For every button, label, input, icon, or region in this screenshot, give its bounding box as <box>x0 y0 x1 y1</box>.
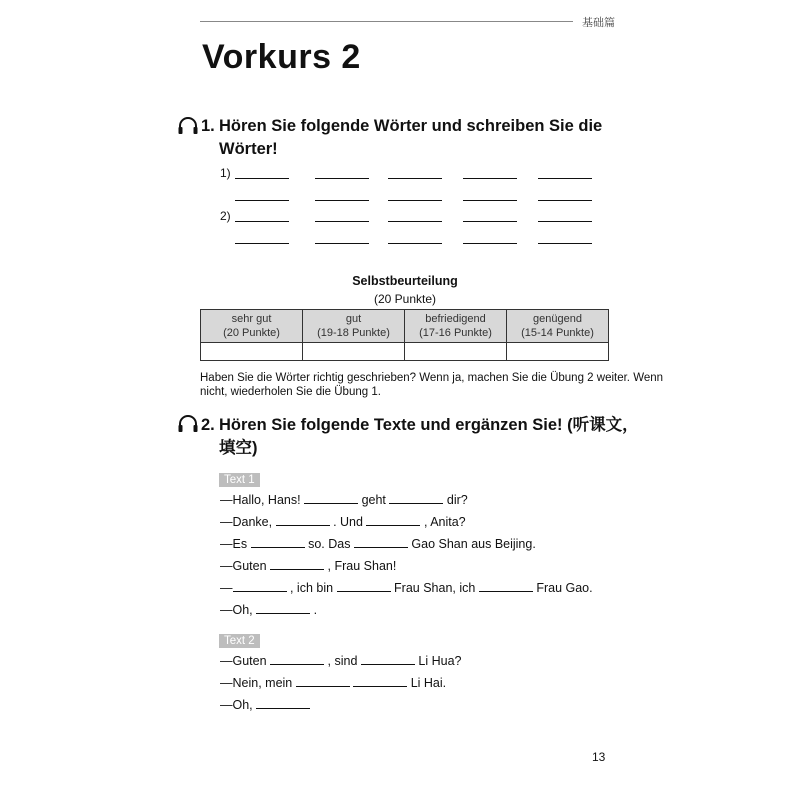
word-blank[interactable] <box>538 220 592 222</box>
grade-label: sehr gut <box>231 313 272 325</box>
dialog-text: —Es <box>220 537 248 551</box>
word-blank[interactable] <box>463 242 517 244</box>
dialog-text: dir? <box>446 493 468 507</box>
word-blank[interactable] <box>315 242 369 244</box>
grade-cell <box>303 310 405 343</box>
grade-cell <box>405 310 507 343</box>
dialog-text: , Frau Shan! <box>327 559 397 573</box>
grade-points: (17-16 Punkte) <box>419 327 492 339</box>
dialog-text: , sind <box>327 654 358 668</box>
dialog-text: — <box>220 581 233 595</box>
answer-blank[interactable] <box>256 697 310 709</box>
dialog-text: so. Das <box>308 537 351 551</box>
grade-label: befriedigend <box>425 313 486 325</box>
dialog-text: Frau Shan, ich <box>394 581 476 595</box>
word-blank[interactable] <box>463 199 517 201</box>
answer-blank[interactable] <box>354 536 408 548</box>
page-title: Vorkurs 2 <box>202 38 361 76</box>
text1-label <box>219 470 260 488</box>
answer-blank[interactable] <box>361 653 415 665</box>
word-blank[interactable] <box>315 199 369 201</box>
answer-blank[interactable] <box>270 653 324 665</box>
word-blank[interactable] <box>235 242 289 244</box>
answer-blank[interactable] <box>233 580 287 592</box>
dialog-text: —Nein, mein <box>220 676 293 690</box>
text2-label <box>219 631 260 649</box>
word-blank[interactable] <box>538 177 592 179</box>
grade-cell <box>507 310 609 343</box>
exercise2-heading-line1: Hören Sie folgende Texte und ergänzen Sie! (听课文， <box>219 416 639 434</box>
dialog-text: —Danke, <box>220 515 273 529</box>
dialog-text: , Anita? <box>423 515 466 529</box>
word-blank[interactable] <box>388 199 442 201</box>
dialog-text: . <box>313 603 318 617</box>
dialog-text: . Und <box>333 515 363 529</box>
exercise1-number: 1. <box>201 117 215 135</box>
dialog-text: geht <box>361 493 386 507</box>
dialog-line <box>220 675 446 690</box>
answer-blank[interactable] <box>251 536 305 548</box>
word-blank[interactable] <box>388 177 442 179</box>
word-blank[interactable] <box>463 177 517 179</box>
assessment-note-line1: Haben Sie die Wörter richtig geschrieben? Wenn ja, machen Sie die Übung 2 weiter. Wenn <box>200 372 664 384</box>
dialog-line <box>220 536 536 551</box>
exercise2-number: 2. <box>201 416 215 434</box>
answer-blank[interactable] <box>366 514 420 526</box>
answer-blank[interactable] <box>296 675 350 687</box>
dialog-line <box>220 514 466 529</box>
assessment-title: Selbstbeurteilung <box>352 274 458 288</box>
word-blank[interactable] <box>538 199 592 201</box>
dialog-text: , ich bin <box>289 581 334 595</box>
grade-label: genügend <box>533 313 582 325</box>
assessment-check-cell[interactable] <box>507 343 609 361</box>
headphone-icon <box>177 117 199 135</box>
row-label-1: 1) <box>220 166 231 180</box>
assessment-note-line2: nicht, wiederholen Sie die Übung 1. <box>200 386 381 398</box>
word-blank[interactable] <box>235 177 289 179</box>
word-blank[interactable] <box>388 242 442 244</box>
dialog-text: —Oh, <box>220 603 253 617</box>
grade-points: (20 Punkte) <box>223 327 280 339</box>
answer-blank[interactable] <box>479 580 533 592</box>
word-blank[interactable] <box>235 220 289 222</box>
dialog-text: —Hallo, Hans! <box>220 493 301 507</box>
exercise2-heading-line2: 填空) <box>219 439 258 457</box>
dialog-line <box>220 558 396 573</box>
word-blank[interactable] <box>538 242 592 244</box>
assessment-header-row <box>201 310 609 343</box>
dialog-line <box>220 602 317 617</box>
dialog-text: Li Hai. <box>410 676 447 690</box>
dialog-text: —Guten <box>220 654 267 668</box>
answer-blank[interactable] <box>270 558 324 570</box>
assessment-check-cell[interactable] <box>303 343 405 361</box>
dialog-text: Li Hua? <box>418 654 462 668</box>
answer-blank[interactable] <box>276 514 330 526</box>
text2-badge: Text 2 <box>219 634 260 648</box>
exercise1-heading-line1: Hören Sie folgende Wörter und schreiben Sie die <box>219 117 603 135</box>
row-label-2: 2) <box>220 209 231 223</box>
dialog-line <box>220 492 468 507</box>
word-blank[interactable] <box>388 220 442 222</box>
word-blank[interactable] <box>463 220 517 222</box>
text1-badge: Text 1 <box>219 473 260 487</box>
word-blank[interactable] <box>315 177 369 179</box>
answer-blank[interactable] <box>256 602 310 614</box>
assessment-check-cell[interactable] <box>201 343 303 361</box>
dialog-text: —Guten <box>220 559 267 573</box>
grade-points: (19-18 Punkte) <box>317 327 390 339</box>
dialog-line <box>220 697 310 712</box>
answer-blank[interactable] <box>304 492 358 504</box>
header-rule <box>200 21 573 22</box>
grade-label: gut <box>345 313 362 325</box>
assessment-check-cell[interactable] <box>405 343 507 361</box>
answer-blank[interactable] <box>389 492 443 504</box>
assessment-subtitle: (20 Punkte) <box>373 292 437 306</box>
section-label: 基础篇 <box>582 17 615 29</box>
grade-cell <box>201 310 303 343</box>
assessment-checkbox-row <box>201 343 609 361</box>
dialog-text: —Oh, <box>220 698 253 712</box>
dialog-text: Gao Shan aus Beijing. <box>411 537 536 551</box>
page-number: 13 <box>592 750 606 764</box>
word-blank[interactable] <box>235 199 289 201</box>
answer-blank[interactable] <box>353 675 407 687</box>
grade-points: (15-14 Punkte) <box>521 327 594 339</box>
dialog-text: Frau Gao. <box>536 581 593 595</box>
dialog-line <box>220 653 461 668</box>
dialog-line <box>220 580 593 595</box>
assessment-table <box>200 309 609 361</box>
word-blank[interactable] <box>315 220 369 222</box>
headphone-icon <box>177 415 199 433</box>
exercise1-heading-line2: Wörter! <box>219 140 278 158</box>
answer-blank[interactable] <box>337 580 391 592</box>
